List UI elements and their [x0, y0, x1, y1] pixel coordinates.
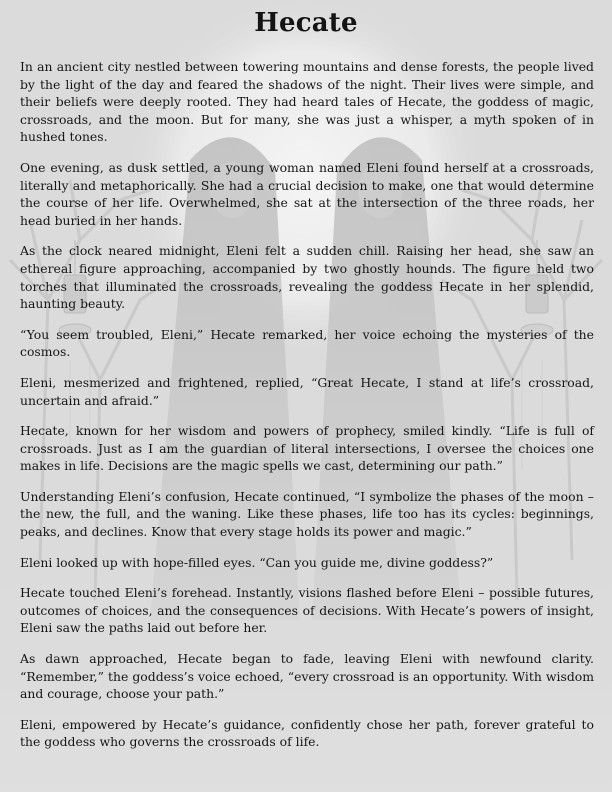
paragraph: Hecate, known for her wisdom and powers of prophecy, smiled kindly. “Life is full of crossroads. Just as I am the guardian of literal intersections, I oversee the choices one makes in life. Decisions are the magic spells we cast, determining our path.” [20, 423, 594, 474]
paragraph: Hecate touched Eleni’s forehead. Instantly, visions flashed before Eleni – possible futures, outcomes of choices, and the consequences of decisions. With Hecate’s powers of insight, Eleni saw the paths laid out before her. [20, 585, 594, 636]
paragraph: Eleni looked up with hope-filled eyes. “Can you guide me, divine goddess?” [20, 554, 494, 570]
paragraph: As dawn approached, Hecate began to fade, leaving Eleni with newfound clarity. “Remember,” the goddess’s voice echoed, “every crossroad is an opportunity. With wisdom and courage, choose your path.” [20, 651, 594, 702]
story-body [20, 58, 594, 764]
page-title: Hecate [254, 8, 358, 38]
paragraph: As the clock neared midnight, Eleni felt a sudden chill. Raising her head, she saw an ethereal figure approaching, accompanied by two ghostly hounds. The figure held two torches that illuminated the crossroads, revealing the goddess Hecate in her splendid, haunting beauty. [20, 243, 594, 312]
paragraph: “You seem troubled, Eleni,” Hecate remarked, her voice echoing the mysteries of the cosmos. [20, 326, 594, 360]
paragraph: In an ancient city nestled between towering mountains and dense forests, the people lived by the light of the day and feared the shadows of the night. Their lives were simple, and their beliefs were deeply rooted. They had heard tales of Hecate, the goddess of magic, crossroads, and the moon. But for many, she was just a whisper, a myth spoken of in hushed tones. [20, 59, 594, 145]
paragraph: Understanding Eleni’s confusion, Hecate continued, “I symbolize the phases of the moon – the new, the full, and the waning. Like these phases, life too has its cycles: beginnings, peaks, and declines. Know that every stage holds its power and magic.” [20, 488, 594, 540]
paragraph: One evening, as dusk settled, a young woman named Eleni found herself at a crossroads, literally and metaphorically. She had a crucial decision to make, one that would determine the course of her life. Overwhelmed, she sat at the intersection of the three roads, her head buried in her hands. [20, 159, 594, 228]
paragraph: Eleni, mesmerized and frightened, replied, “Great Hecate, I stand at life’s crossroad, uncertain and afraid.” [20, 374, 594, 408]
paragraph: Eleni, empowered by Hecate’s guidance, confidently chose her path, forever grateful to the goddess who governs the crossroads of life. [20, 716, 594, 750]
